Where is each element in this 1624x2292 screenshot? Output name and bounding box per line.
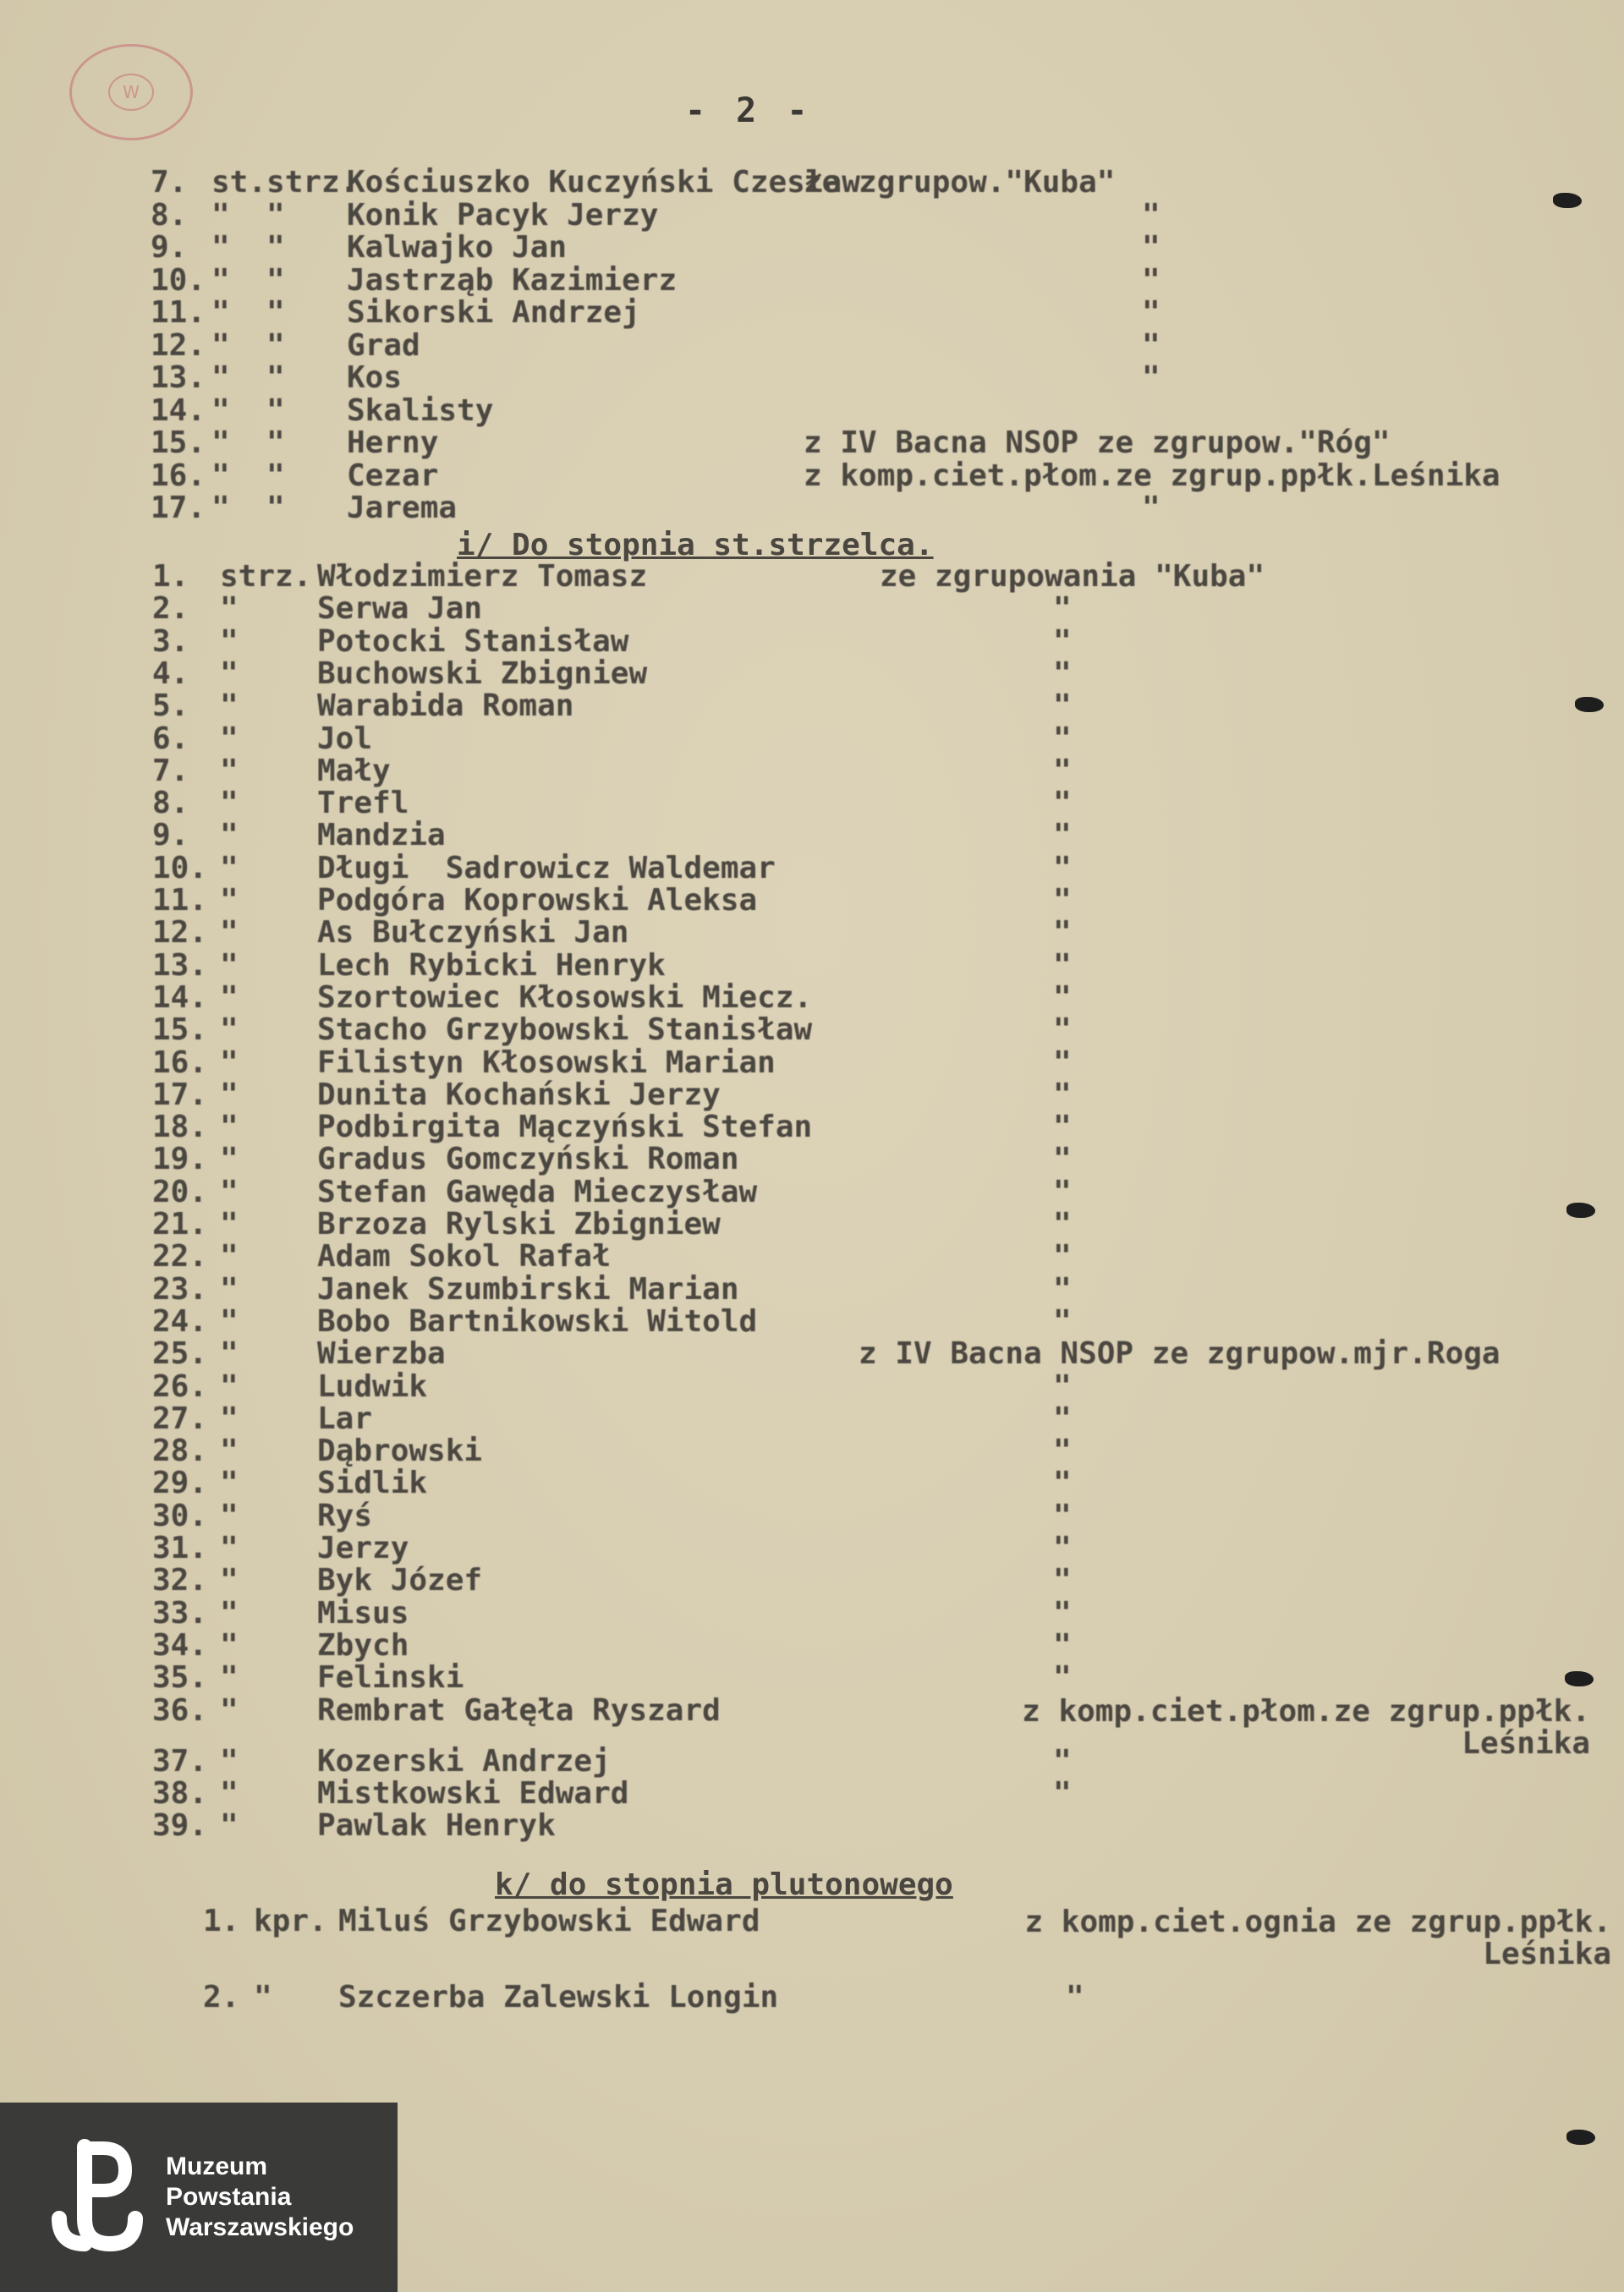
item-note: z komp.ciet.płom.ze zgrup.ppłk.Leśnika — [804, 458, 1501, 493]
item-rank: " — [220, 1303, 239, 1339]
item-note: z IV Bacna NSOP ze zgrupow.mjr.Roga — [859, 1336, 1501, 1372]
item-name: Wierzba — [317, 1336, 446, 1372]
item-name: Adam Sokol Rafał — [317, 1239, 611, 1275]
item-name: Ludwik — [317, 1368, 428, 1404]
item-rank: " — [220, 1563, 239, 1598]
section-k-header: k/ do stopnia plutonowego — [495, 1867, 953, 1902]
item-rank: strz. — [220, 559, 312, 594]
item-note: " — [1053, 1012, 1072, 1048]
item-note: z komp.ciet.płom.ze zgrup.ppłk. Leśnika — [1022, 1693, 1590, 1761]
item-number: 17. — [152, 1077, 208, 1112]
item-note: " — [1053, 1401, 1072, 1436]
item-rank: " — [220, 1271, 239, 1307]
item-name: Buchowski Zbigniew — [317, 655, 648, 691]
item-note: " — [1053, 1531, 1072, 1565]
museum-name-line1: Muzeum — [166, 2152, 267, 2180]
item-rank: kpr. — [254, 1904, 327, 1938]
item-number: 1. — [203, 1904, 240, 1938]
item-number: 24. — [152, 1303, 208, 1339]
item-note: " — [1053, 1776, 1072, 1812]
pin-mark — [1565, 1671, 1594, 1686]
item-rank: st.strz. — [211, 165, 359, 200]
item-number: 17. — [151, 491, 206, 525]
item-note: " — [1053, 623, 1072, 659]
item-note: " — [1053, 1660, 1072, 1696]
item-rank: " — [220, 1498, 239, 1533]
item-rank: " — [220, 721, 239, 756]
pin-mark — [1566, 2130, 1595, 2145]
item-note: " — [1053, 1271, 1072, 1307]
item-number: 25. — [152, 1336, 208, 1372]
item-name: Konik Pacyk Jerzy — [347, 197, 659, 233]
item-number: 28. — [152, 1434, 208, 1469]
item-rank: " — [220, 1239, 239, 1275]
item-number: 38. — [152, 1776, 208, 1812]
item-name: As Bułczyński Jan — [317, 915, 629, 951]
item-note: " — [1053, 688, 1072, 724]
item-rank: " — [220, 1045, 239, 1080]
item-name: Dunita Kochański Jerzy — [317, 1077, 721, 1112]
item-name: Filistyn Kłosowski Marian — [317, 1045, 776, 1080]
item-rank: " " — [211, 262, 285, 298]
item-note: " — [1053, 1174, 1072, 1209]
page-number: - 2 - — [685, 91, 813, 130]
item-name: Kościuszko Kuczyński Czesław — [347, 165, 860, 200]
item-note: " — [1053, 1239, 1072, 1275]
item-note: " — [1053, 1207, 1072, 1242]
item-note: " — [1053, 1498, 1072, 1533]
item-name: Ryś — [317, 1498, 373, 1533]
item-rank: " — [220, 1776, 239, 1812]
item-note: " — [1053, 1303, 1072, 1339]
item-rank: " — [220, 753, 239, 788]
item-note: " — [1053, 1466, 1072, 1501]
item-name: Miluś Grzybowski Edward — [338, 1904, 760, 1938]
item-number: 32. — [152, 1563, 208, 1598]
item-rank: " — [220, 1660, 239, 1696]
item-number: 35. — [152, 1660, 208, 1696]
item-rank: " — [220, 1077, 239, 1112]
item-name: Byk Józef — [317, 1563, 483, 1598]
item-name: Stacho Grzybowski Stanisław — [317, 1012, 813, 1048]
item-number: 10. — [151, 262, 206, 298]
item-rank: " " — [211, 392, 285, 428]
item-note: " — [1142, 197, 1160, 233]
item-name: Rembrat Gałęła Ryszard — [317, 1692, 721, 1728]
pin-mark — [1553, 193, 1582, 208]
item-note: " — [1053, 1434, 1072, 1469]
item-number: 4. — [152, 655, 189, 691]
item-number: 13. — [151, 360, 206, 395]
item-name: Podbirgita Mączyński Stefan — [317, 1110, 813, 1145]
item-rank: " — [220, 591, 239, 627]
item-name: Lech Rybicki Henryk — [317, 947, 666, 983]
item-name: Mistkowski Edward — [317, 1776, 629, 1812]
item-note: " — [1053, 1627, 1072, 1663]
item-rank: " — [220, 1174, 239, 1209]
item-note: " — [1053, 1142, 1072, 1177]
item-name: Podgóra Koprowski Aleksa — [317, 883, 758, 918]
item-rank: " — [220, 979, 239, 1015]
item-name: Jol — [317, 721, 373, 756]
item-number: 1. — [152, 559, 189, 594]
item-number: 34. — [152, 1627, 208, 1663]
item-number: 15. — [152, 1012, 208, 1048]
item-note: z komp.ciet.ognia ze zgrup.ppłk. Leśnika — [1024, 1905, 1611, 1971]
item-rank: " — [220, 1692, 239, 1728]
item-name: Skalisty — [347, 392, 494, 428]
item-rank: " — [220, 1627, 239, 1663]
item-number: 12. — [151, 327, 206, 363]
item-rank: " — [220, 786, 239, 821]
item-number: 30. — [152, 1498, 208, 1533]
item-number: 26. — [152, 1368, 208, 1404]
item-rank: " — [220, 818, 239, 853]
item-note: " — [1053, 947, 1072, 983]
item-note: " — [1142, 360, 1160, 395]
item-rank: " " — [211, 295, 285, 330]
item-number: 8. — [151, 197, 188, 233]
item-note: " — [1142, 295, 1160, 330]
item-note: " — [1053, 655, 1072, 691]
item-number: 20. — [152, 1174, 208, 1209]
item-number: 19. — [152, 1142, 208, 1177]
item-number: 7. — [152, 753, 189, 788]
item-rank: " " — [211, 425, 285, 460]
section-i-header: i/ Do stopnia st.strzelca. — [457, 528, 934, 562]
item-name: Lar — [317, 1401, 373, 1436]
item-number: 18. — [152, 1110, 208, 1145]
item-note: " — [1142, 491, 1160, 525]
item-name: Dąbrowski — [317, 1434, 483, 1469]
archive-stamp — [69, 44, 193, 140]
item-rank: " " — [211, 360, 285, 395]
anchor-logo-icon — [51, 2138, 149, 2256]
item-number: 31. — [152, 1531, 208, 1565]
item-number: 14. — [152, 979, 208, 1015]
item-number: 8. — [152, 786, 189, 821]
item-name: Włodzimierz Tomasz — [317, 559, 648, 594]
item-name: Misus — [317, 1595, 409, 1631]
item-name: Kozerski Andrzej — [317, 1743, 611, 1779]
item-number: 23. — [152, 1271, 208, 1307]
item-rank: " — [220, 1207, 239, 1242]
item-number: 29. — [152, 1466, 208, 1501]
item-name: Bobo Bartnikowski Witold — [317, 1303, 758, 1339]
item-rank: " " — [211, 197, 285, 233]
item-number: 37. — [152, 1743, 208, 1779]
item-note: " — [1053, 1595, 1072, 1631]
item-rank: " — [220, 1466, 239, 1501]
item-name: Grad — [347, 327, 420, 363]
item-name: Mandzia — [317, 818, 446, 853]
stamp-mark: W — [108, 74, 154, 111]
item-rank: " — [254, 1980, 272, 2015]
item-number: 27. — [152, 1401, 208, 1436]
museum-logo-badge — [0, 2103, 398, 2292]
item-name: Jerzy — [317, 1531, 409, 1565]
pin-mark — [1566, 1203, 1595, 1218]
item-number: 12. — [152, 915, 208, 951]
item-rank: " " — [211, 491, 285, 525]
item-note: " — [1053, 786, 1072, 821]
item-note: " — [1053, 721, 1072, 756]
item-name: Szortowiec Kłosowski Miecz. — [317, 979, 813, 1015]
item-number: 7. — [151, 165, 188, 200]
item-rank: " — [220, 1743, 239, 1779]
item-name: Długi Sadrowicz Waldemar — [317, 850, 776, 886]
item-rank: " — [220, 1808, 239, 1844]
item-rank: " — [220, 947, 239, 983]
item-note: " — [1053, 850, 1072, 886]
item-rank: " — [220, 1595, 239, 1631]
item-number: 2. — [203, 1980, 240, 2015]
item-note: " — [1053, 753, 1072, 788]
item-rank: " — [220, 1401, 239, 1436]
pin-mark — [1575, 697, 1604, 712]
item-number: 33. — [152, 1595, 208, 1631]
item-number: 9. — [152, 818, 189, 853]
item-note: " — [1053, 883, 1072, 918]
item-note: " — [1053, 1743, 1072, 1779]
item-number: 11. — [152, 883, 208, 918]
item-number: 5. — [152, 688, 189, 724]
item-name: Janek Szumbirski Marian — [317, 1271, 739, 1307]
item-rank: " — [220, 688, 239, 724]
item-note: " — [1053, 818, 1072, 853]
item-rank: " — [220, 850, 239, 886]
item-name: Jastrząb Kazimierz — [347, 262, 678, 298]
item-name: Gradus Gomczyński Roman — [317, 1142, 739, 1177]
item-rank: " — [220, 1434, 239, 1469]
item-name: Sikorski Andrzej — [347, 295, 640, 330]
item-name: Potocki Stanisław — [317, 623, 629, 659]
item-number: 39. — [152, 1808, 208, 1844]
item-number: 22. — [152, 1239, 208, 1275]
item-name: Warabida Roman — [317, 688, 574, 724]
item-name: Felinski — [317, 1660, 464, 1696]
item-name: Trefl — [317, 786, 409, 821]
item-rank: " " — [211, 458, 285, 493]
item-number: 15. — [151, 425, 206, 460]
item-note: " — [1142, 327, 1160, 363]
item-name: Cezar — [347, 458, 439, 493]
museum-name — [166, 2152, 354, 2243]
item-name: Mały — [317, 753, 391, 788]
item-number: 11. — [151, 295, 206, 330]
museum-name-line2: Powstania — [166, 2183, 292, 2211]
item-note: " — [1066, 1980, 1084, 2015]
item-number: 9. — [151, 230, 188, 265]
item-note: " — [1053, 1077, 1072, 1112]
item-number: 13. — [152, 947, 208, 983]
item-note: z IV Bacna NSOP ze zgrupow."Róg" — [804, 425, 1391, 460]
item-note: ze zgrupow."Kuba" — [804, 165, 1116, 200]
item-rank: " — [220, 623, 239, 659]
item-name: Stefan Gawęda Mieczysław — [317, 1174, 758, 1209]
museum-name-line3: Warszawskiego — [166, 2213, 354, 2241]
item-number: 16. — [152, 1045, 208, 1080]
item-name: Brzoza Rylski Zbigniew — [317, 1207, 721, 1242]
item-note: " — [1053, 1563, 1072, 1598]
item-rank: " — [220, 915, 239, 951]
item-rank: " — [220, 1368, 239, 1404]
item-number: 16. — [151, 458, 206, 493]
item-rank: " — [220, 883, 239, 918]
item-name: Sidlik — [317, 1466, 428, 1501]
item-rank: " " — [211, 230, 285, 265]
item-note: " — [1053, 1045, 1072, 1080]
item-rank: " — [220, 1336, 239, 1372]
item-note: ze zgrupowania "Kuba" — [880, 559, 1265, 594]
item-rank: " — [220, 1142, 239, 1177]
item-name: Zbych — [317, 1627, 409, 1663]
item-rank: " " — [211, 327, 285, 363]
item-name: Kalwajko Jan — [347, 230, 568, 265]
item-name: Pawlak Henryk — [317, 1808, 556, 1844]
item-number: 2. — [152, 591, 189, 627]
item-note: " — [1053, 1368, 1072, 1404]
item-note: " — [1053, 915, 1072, 951]
item-name: Herny — [347, 425, 439, 460]
item-note: " — [1053, 979, 1072, 1015]
item-number: 36. — [152, 1692, 208, 1728]
item-rank: " — [220, 1531, 239, 1565]
item-rank: " — [220, 655, 239, 691]
item-number: 14. — [151, 392, 206, 428]
item-rank: " — [220, 1110, 239, 1145]
item-note: " — [1142, 230, 1160, 265]
item-number: 10. — [152, 850, 208, 886]
item-name: Szczerba Zalewski Longin — [338, 1980, 779, 2015]
item-number: 21. — [152, 1207, 208, 1242]
item-note: " — [1142, 262, 1160, 298]
item-name: Serwa Jan — [317, 591, 483, 627]
item-number: 3. — [152, 623, 189, 659]
item-name: Kos — [347, 360, 403, 395]
item-number: 6. — [152, 721, 189, 756]
item-rank: " — [220, 1012, 239, 1048]
item-note: " — [1053, 591, 1072, 627]
item-name: Jarema — [347, 491, 458, 525]
item-note: " — [1053, 1110, 1072, 1145]
